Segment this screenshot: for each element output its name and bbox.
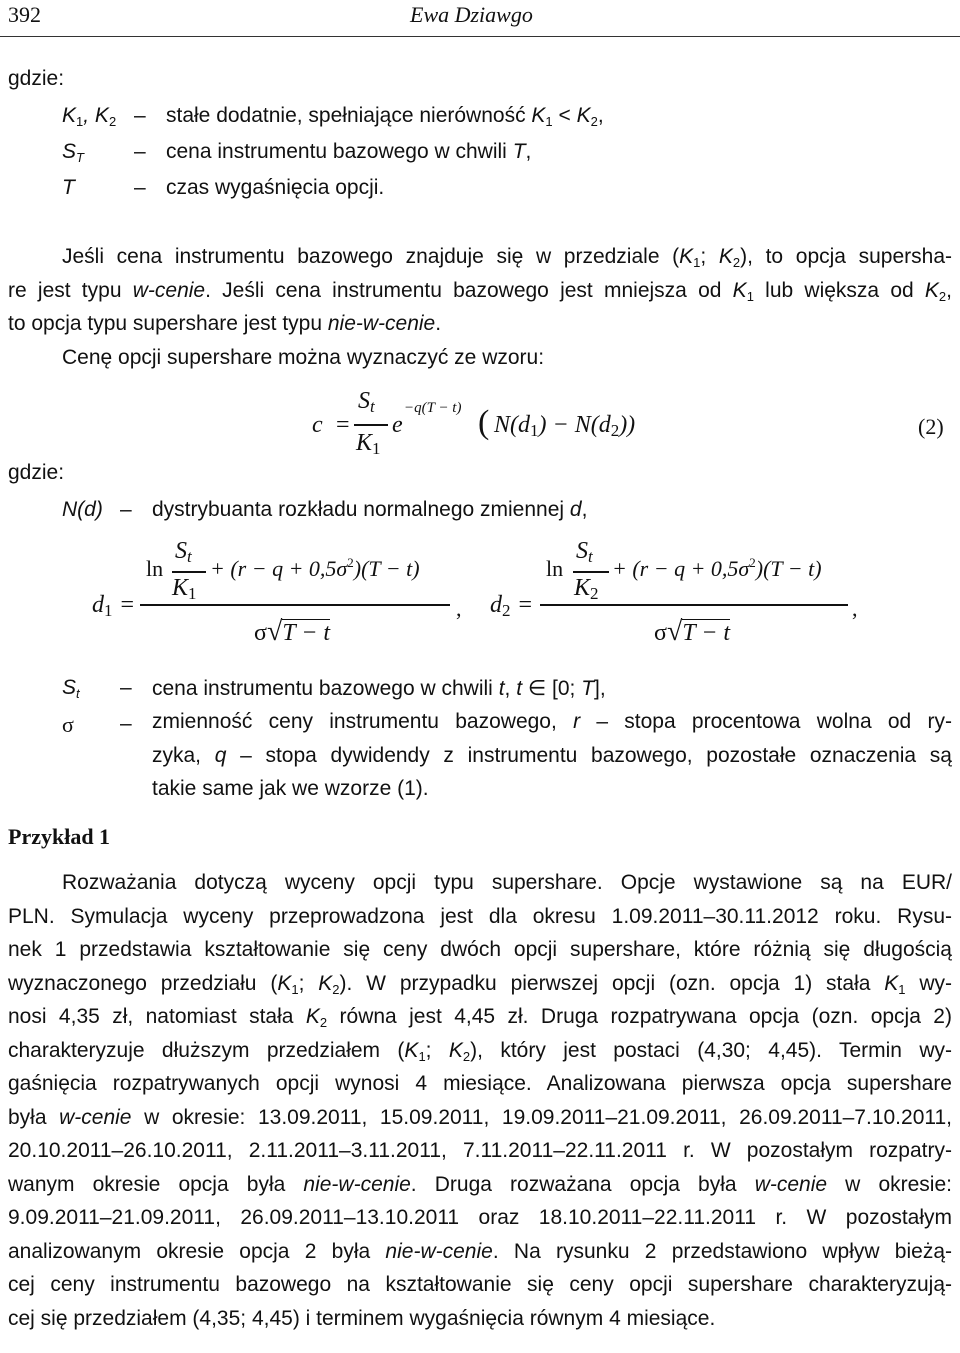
def-sigma-symbol: σ: [62, 712, 74, 737]
def-sigma-row-3: takie same jak we wzorze (1).: [152, 777, 429, 800]
formula-2-body: $N(d_1) - N(d_2)$): [494, 412, 636, 440]
formula-2-numerator: $S_t$: [358, 388, 375, 416]
example-row-7: gaśnięcia rozpatrywanych opcji wynosi 4 miesiące. Analizowana pierwsza opcja supershare: [8, 1072, 952, 1095]
d1-inner-fraction-bar: [172, 571, 206, 573]
example-row-9: 20.10.2011–26.10.2011, 2.11.2011–3.11.2011, 7.11.2011–22.11.2011 r. W pozostałym rozpatry-: [8, 1139, 952, 1162]
example-row-2: PLN. Symulacja wyceny przeprowadzona jest dla okresu 1.09.2011–30.11.2012 roku. Rysu-: [8, 904, 952, 928]
d1-comma: ,: [456, 596, 462, 621]
gdzie-label-1: gdzie:: [8, 67, 65, 90]
formula-2-fraction-bar: [354, 424, 388, 426]
d2-fraction-bar: [540, 604, 848, 606]
def-sigma-dash: –: [120, 712, 132, 735]
d1-denominator: σ√T − t: [254, 616, 331, 647]
def-sigma-text: [152, 705, 952, 806]
header-rule: [0, 36, 960, 37]
d2-ln-numerator: $S_t$: [576, 538, 593, 566]
para1-row-1: Jeśli cena instrumentu bazowego znajduje się w przedziale ($K_1$; $K_2$), to opcja supersha-: [62, 245, 952, 270]
d1-ln: ln: [146, 556, 164, 581]
example-row-14: cej się przedziałem (4,35; 4,45) i terminem wygaśnięcia równym 4 miesiące.: [8, 1306, 716, 1330]
d2-ln: ln: [546, 556, 564, 581]
example-row-1: Rozważania dotyczą wyceny opcji typu supershare. Opcje wystawione są na EUR/: [62, 871, 952, 894]
example-row-4: wyznaczonego przedziału ($K_1$; $K_2$). W przypadku pierwszej opcji (ozn. opcja 1) stała $K_1$ wy-: [8, 971, 953, 997]
paragraph-supershare-types: [8, 240, 952, 374]
def-t-symbol: T: [62, 176, 75, 199]
def-sigma-row-2: zyka, q – stopa dywidendy z instrumentu bazowego, pozostałe oznaczenia są: [152, 743, 952, 767]
d1-ln-denominator: $K_1$: [172, 575, 197, 603]
def-t-text: czas wygaśnięcia opcji.: [166, 176, 385, 199]
d2-lhs: $d_2$ =: [490, 592, 533, 620]
def-st-symbol: $S_T$: [62, 140, 84, 165]
example-row-6: charakteryzuje dłuższym przedziałem ($K_1$; $K_2$), który jest postaci (4,30; 4,45). Termin wy-: [8, 1038, 953, 1064]
d1-ln-numerator: $S_t$: [175, 538, 192, 566]
running-author: Ewa Dziawgo: [410, 2, 533, 27]
example-row-3: nek 1 przedstawia kształtowanie się ceny dwóch opcji supershare, które różnią się długością: [8, 938, 952, 961]
def-st2-symbol: $S_t$: [62, 676, 80, 701]
def-st2-dash: –: [120, 676, 132, 699]
para1-row-4: Cenę opcji supershare można wyznaczyć ze wzoru:: [62, 345, 545, 369]
para1-row-3: to opcja typu supershare jest typu nie-w-cenie.: [8, 312, 442, 335]
example-row-13: cej ceny instrumentu bazowego na kształtowanie się ceny opcji supershare charakteryzują-: [8, 1273, 952, 1296]
page-number: 392: [8, 2, 41, 27]
formula-2-paren-open: (: [478, 404, 490, 441]
d1-numerator-rest: + $(r - q + 0,5\sigma^2)(T - t)$: [210, 555, 420, 581]
d2-numerator-rest: + $(r - q + 0,5\sigma^2)(T - t)$: [612, 555, 822, 581]
formula-2-c: c: [312, 412, 323, 438]
d2-denominator: σ√T − t: [654, 616, 731, 647]
example-paragraph: [8, 866, 952, 1335]
def-k1k2-symbol: $K_1$, $K_2$: [62, 104, 117, 129]
example-row-5: nosi 4,35 zł, natomiast stała $K_2$ równa jest 4,45 zł. Druga rozpatrywana opcja (ozn. opcja 2): [8, 1005, 952, 1030]
formula-2-exponent: −q(T − t): [404, 400, 462, 416]
formula-2-label: (2): [918, 414, 944, 439]
example-row-11: 9.09.2011–21.09.2011, 26.09.2011–13.10.2011 oraz 18.10.2011–22.11.2011 r. W pozostałym: [8, 1206, 952, 1229]
example-row-8: była w-cenie w okresie: 13.09.2011, 15.09.2011, 19.09.2011–21.09.2011, 26.09.2011–7.10.2011,: [8, 1105, 953, 1129]
example-row-10: wanym okresie opcja była nie-w-cenie. Druga rozważana opcja była w-cenie w okresie:: [8, 1172, 952, 1196]
def-k1k2-text: stałe dodatnie, spełniające nierówność $K_1 < K_2$,: [166, 104, 604, 129]
para1-row-2: re jest typu w-cenie. Jeśli cena instrumentu bazowego jest mniejsza od $K_1$ lub większa od $K_2$,: [8, 278, 952, 304]
formula-2-denominator: $K_1$: [356, 430, 381, 458]
example-title: Przykład 1: [8, 824, 111, 849]
def-nd-dash: –: [120, 498, 132, 521]
formula-2-eq: =: [336, 412, 350, 438]
def-sigma-row-1: zmienność ceny instrumentu bazowego, r – stopa procentowa wolna od ry-: [152, 710, 952, 733]
d2-comma: ,: [852, 596, 858, 621]
formula-2-e: e: [392, 412, 403, 438]
d1-fraction-bar: [140, 604, 450, 606]
def-st2-text: cena instrumentu bazowego w chwili t, t ∈ [0; T],: [152, 677, 606, 700]
def-st-text: cena instrumentu bazowego w chwili T,: [166, 140, 532, 163]
def-nd-text: dystrybuanta rozkładu normalnego zmiennej d,: [152, 498, 588, 521]
gdzie-label-2: gdzie:: [8, 461, 65, 484]
def-k1k2-dash: –: [134, 104, 146, 127]
example-row-12: analizowanym okresie opcja 2 była nie-w-cenie. Na rysunku 2 przedstawiono wpływ bieżą-: [8, 1239, 952, 1263]
d1-lhs: $d_1$ =: [92, 592, 135, 620]
def-t-dash: –: [134, 176, 146, 199]
d2-inner-fraction-bar: [573, 571, 609, 573]
d2-ln-denominator: $K_2$: [574, 575, 599, 603]
def-st-dash: –: [134, 140, 146, 163]
def-nd-symbol: N(d): [62, 498, 103, 521]
